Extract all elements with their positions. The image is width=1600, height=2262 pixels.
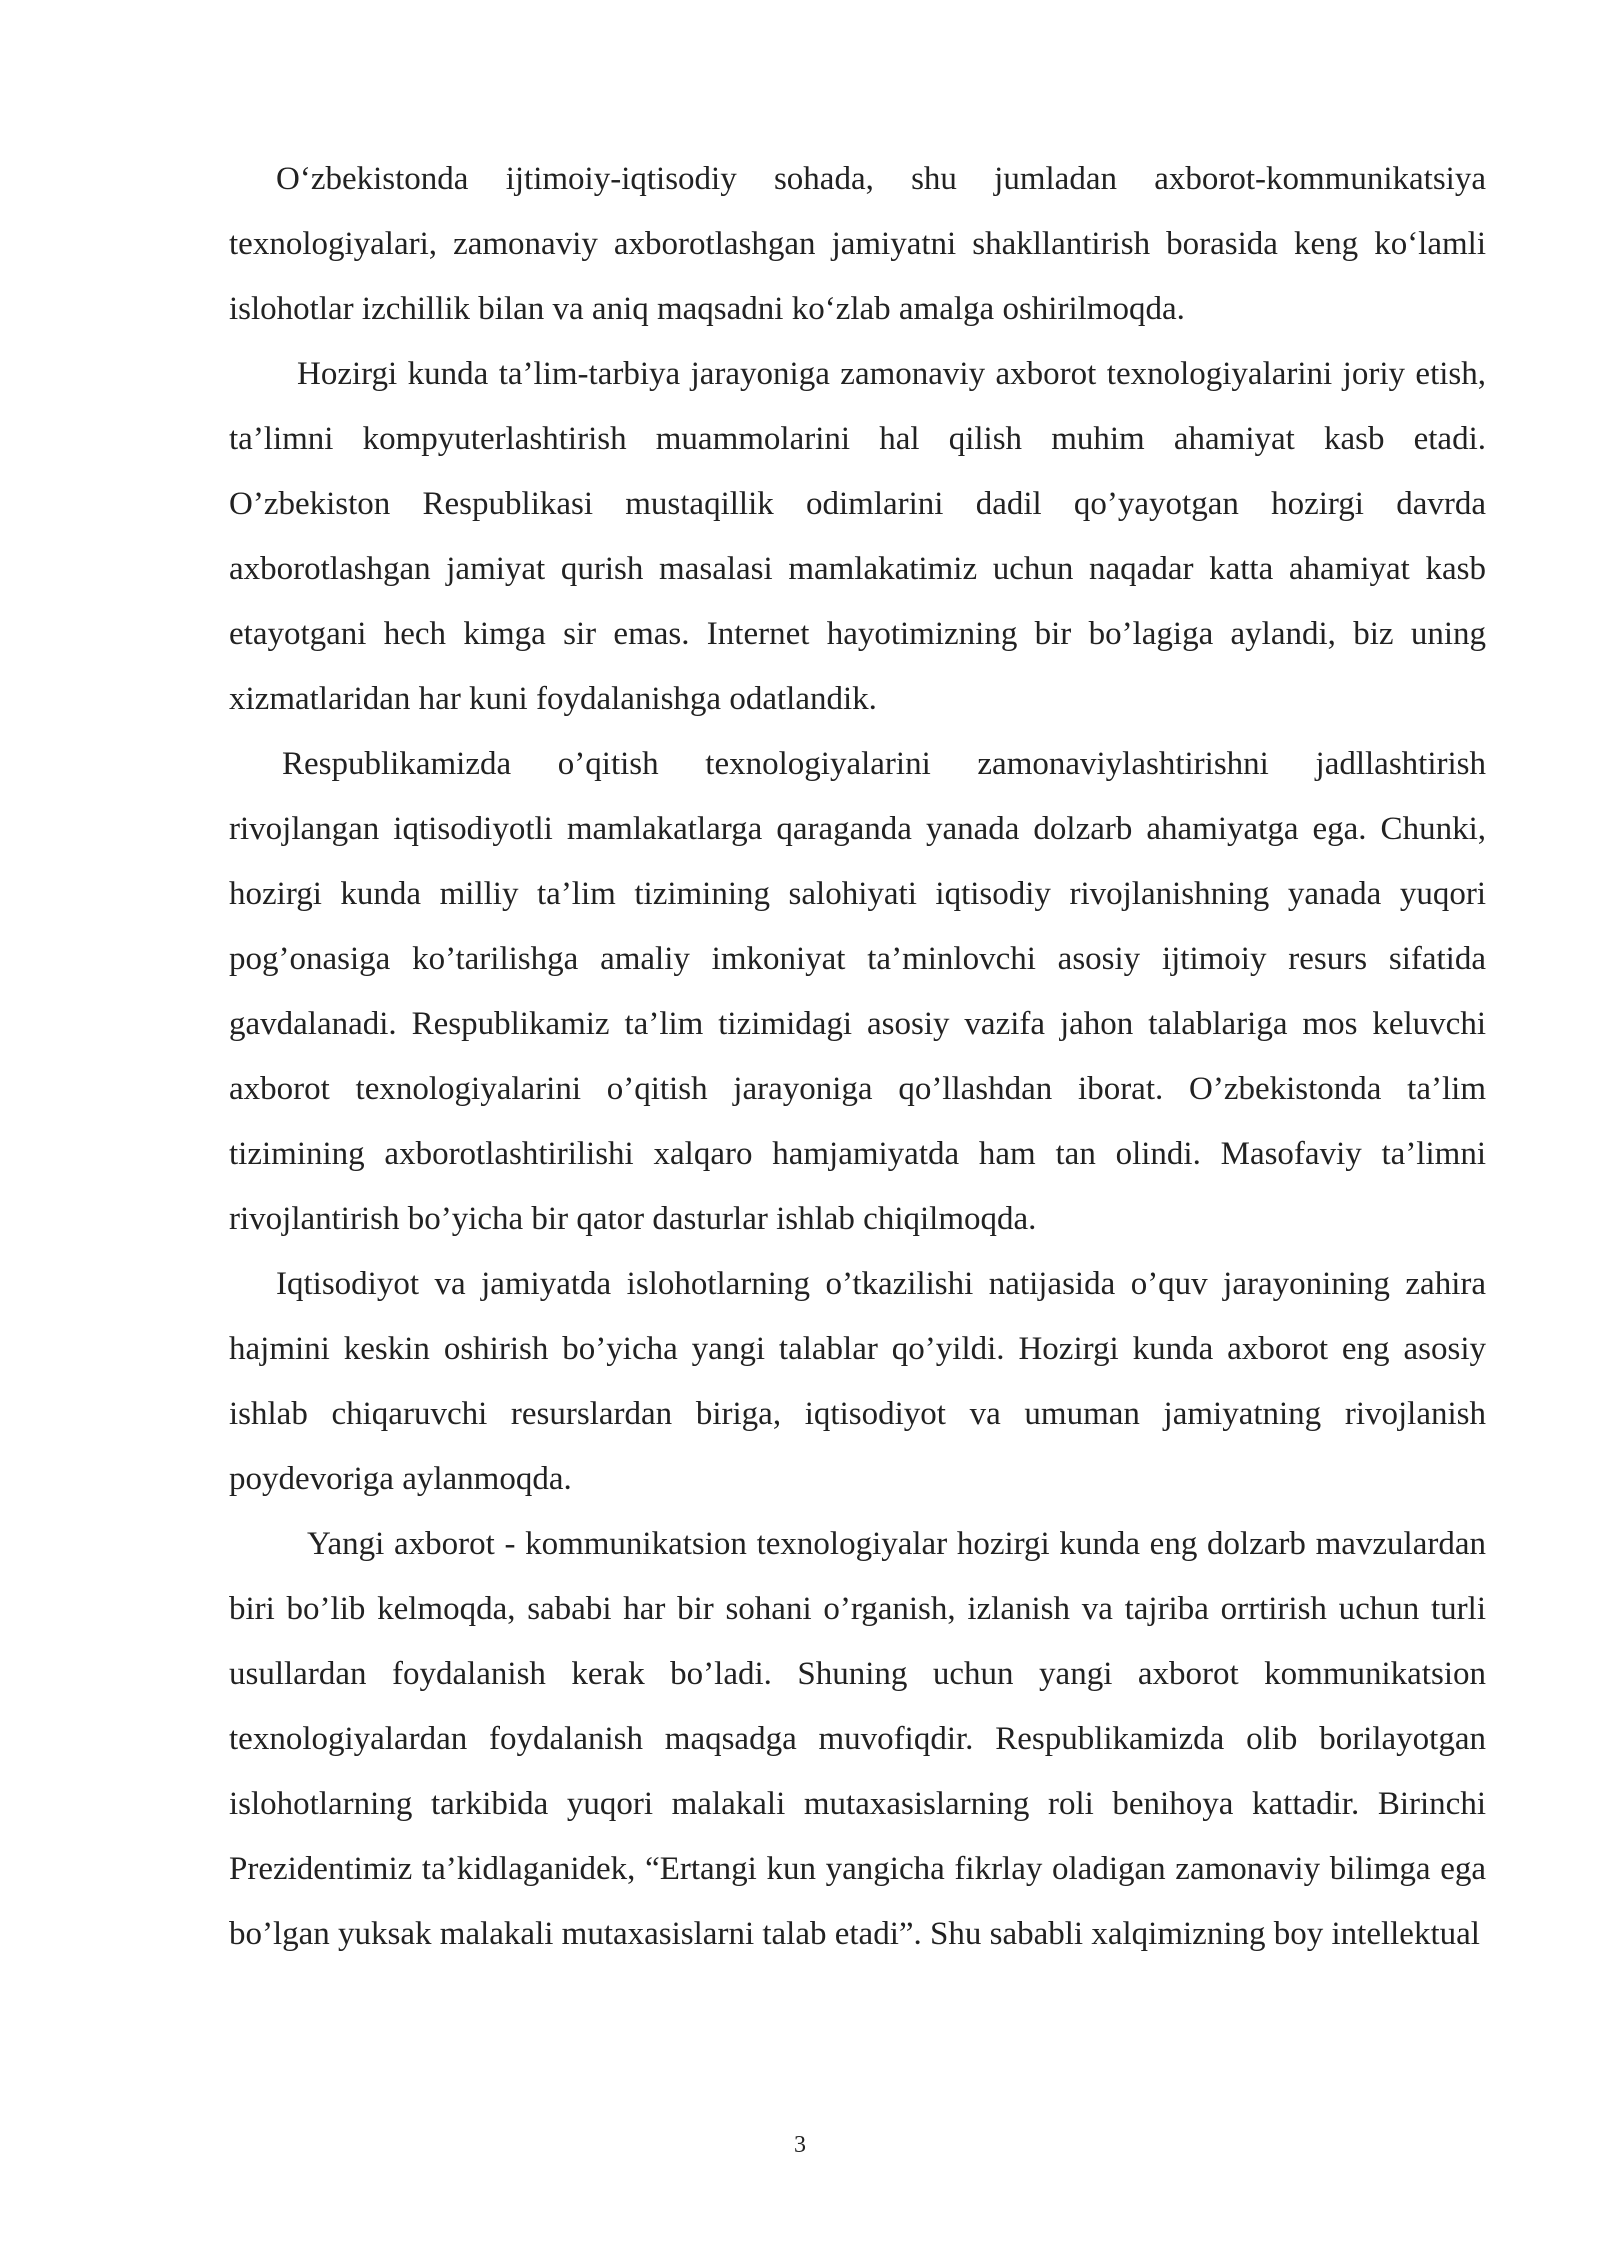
paragraph-2: Hozirgi kunda ta’lim-tarbiya jarayoniga zamonaviy axborot texnologiyalarini joriy etish, ta’limni kompyuterlashtirish muammolarini hal qilish muhim ahamiyat kasb etadi. O’zbekiston Respublikasi mustaqillik odimlarini dadil qo’yayotgan hozirgi davrda axborotlashgan jamiyat qurish masalasi mamlakatimiz uchun naqadar katta ahamiyat kasb etayotgani hech kimga sir emas. Internet hayotimizning bir bo’lagiga aylandi, biz uning xizmatlaridan har kuni foydalanishga odatlandik.	[229, 356, 1486, 717]
paragraph-1: O‘zbekistonda ijtimoiy-iqtisodiy sohada, shu jumladan axborot-kommunikatsiya texnologiyalari, zamonaviy axborotlashgan jamiyatni shakllantirish borasida keng ko‘lamli islohotlar izchillik bilan va aniq maqsadni ko‘zlab amalga oshirilmoqda.	[229, 161, 1486, 327]
paragraph-4: Iqtisodiyot va jamiyatda islohotlarning o’tkazilishi natijasida o’quv jarayonining zahira hajmini keskin oshirish bo’yicha yangi talablar qo’yildi. Hozirgi kunda axborot eng asosiy ishlab chiqaruvchi resurslardan biriga, iqtisodiyot va umuman jamiyatning rivojlanish poydevoriga aylanmoqda.	[229, 1266, 1486, 1497]
page-number: 3	[794, 2132, 806, 2158]
paragraph-3: Respublikamizda o’qitish texnologiyalarini zamonaviylashtirishni jadllashtirish rivojlangan iqtisodiyotli mamlakatlarga qaraganda yanada dolzarb ahamiyatga ega. Chunki, hozirgi kunda milliy ta’lim tizimining salohiyati iqtisodiy rivojlanishning yanada yuqori pog’onasiga ko’tarilishga amaliy imkoniyat ta’minlovchi asosiy ijtimoiy resurs sifatida gavdalanadi. Respublikamiz ta’lim tizimidagi asosiy vazifa jahon talablariga mos keluvchi axborot texnologiyalarini o’qitish jarayoniga qo’llashdan iborat. O’zbekistonda ta’lim tizimining axborotlashtirilishi xalqaro hamjamiyatda ham tan olindi. Masofaviy ta’limni rivojlantirish bo’yicha bir qator dasturlar ishlab chiqilmoqda.	[229, 746, 1486, 1237]
paragraph-5: Yangi axborot - kommunikatsion texnologiyalar hozirgi kunda eng dolzarb mavzulardan biri bo’lib kelmoqda, sababi har bir sohani o’rganish, izlanish va tajriba orrtirish uchun turli usullardan foydalanish kerak bo’ladi. Shuning uchun yangi axborot kommunikatsion texnologiyalardan foydalanish maqsadga muvofiqdir. Respublikamizda olib borilayotgan islohotlarning tarkibida yuqori malakali mutaxasislarning roli benihoya kattadir. Birinchi Prezidentimiz ta’kidlaganidek, “Ertangi kun yangicha fikrlay oladigan zamonaviy bilimga ega bo’lgan yuksak malakali mutaxasislarni talab etadi”. Shu sababli xalqimizning boy intellektual	[229, 1526, 1486, 1952]
page-body	[229, 147, 1486, 1967]
